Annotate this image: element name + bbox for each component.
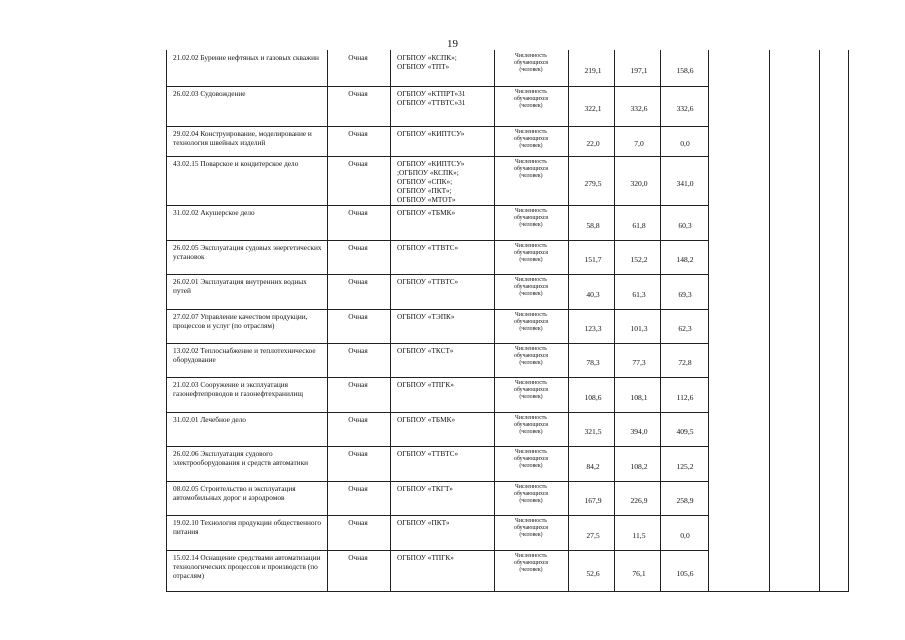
- indicator-cell: Численность обучающихся (человек): [514, 380, 548, 400]
- value-col-3: 72,8: [678, 358, 692, 367]
- value-col-1: 22,0: [586, 139, 600, 148]
- specialty-cell: 13.02.02 Теплоснабжение и теплотехническое оборудование: [173, 346, 316, 364]
- row-divider: [167, 515, 708, 516]
- education-form-cell: Очная: [348, 415, 368, 424]
- column-divider: [660, 50, 661, 591]
- row-divider: [167, 550, 708, 551]
- specialty-cell: 29.02.04 Конструирование, моделирование и технология швейных изделий: [173, 129, 312, 147]
- education-form-cell: Очная: [348, 129, 368, 138]
- value-col-3: 341,0: [676, 179, 694, 188]
- value-col-3: 258,9: [676, 496, 694, 505]
- value-col-1: 279,5: [584, 179, 602, 188]
- organization-cell: ОГБПОУ «ТПГК»: [397, 553, 454, 562]
- specialty-cell: 26.02.03 Судовождение: [173, 89, 246, 98]
- value-col-3: 125,2: [676, 462, 694, 471]
- education-form-cell: Очная: [348, 89, 368, 98]
- value-col-1: 84,2: [586, 462, 600, 471]
- row-divider: [167, 126, 708, 127]
- value-col-2: 101,3: [630, 324, 648, 333]
- indicator-cell: Численность обучающихся (человек): [514, 449, 548, 469]
- column-divider: [494, 50, 495, 591]
- row-divider: [167, 446, 708, 447]
- data-table: [166, 50, 849, 592]
- value-col-1: 27,5: [586, 531, 600, 540]
- organization-cell: ОГБПОУ «КИПТСУ» ;ОГБПОУ «КСПК»; ОГБПОУ «СПК»; ОГБПОУ «ПКТ»; ОГБПОУ «МТОТ»: [397, 159, 465, 204]
- education-form-cell: Очная: [348, 346, 368, 355]
- value-col-2: 11,5: [632, 531, 646, 540]
- row-divider: [167, 481, 708, 482]
- education-form-cell: Очная: [348, 518, 368, 527]
- value-col-1: 151,7: [584, 255, 602, 264]
- column-divider: [390, 50, 391, 591]
- row-divider: [167, 205, 708, 206]
- organization-cell: ОГБПОУ «ТПГК»: [397, 380, 454, 389]
- value-col-3: 0,0: [680, 531, 690, 540]
- education-form-cell: Очная: [348, 53, 368, 62]
- specialty-cell: 21.02.02 Бурение нефтяных и газовых скважин: [173, 53, 319, 62]
- indicator-cell: Численность обучающихся (человек): [514, 518, 548, 538]
- value-col-1: 123,3: [584, 324, 602, 333]
- value-col-1: 167,9: [584, 496, 602, 505]
- indicator-cell: Численность обучающихся (человек): [514, 277, 548, 297]
- organization-cell: ОГБПОУ «ТКГТ»: [397, 484, 453, 493]
- organization-cell: ОГБПОУ «КИПТСУ»: [397, 129, 465, 138]
- organization-cell: ОГБПОУ «ТТВТС»: [397, 277, 459, 286]
- value-col-1: 40,3: [586, 290, 600, 299]
- value-col-2: 197,1: [630, 66, 648, 75]
- value-col-3: 60,3: [678, 221, 692, 230]
- education-form-cell: Очная: [348, 208, 368, 217]
- row-divider: [167, 156, 708, 157]
- organization-cell: ОГБПОУ «ТТВТС»: [397, 243, 459, 252]
- education-form-cell: Очная: [348, 449, 368, 458]
- value-col-3: 409,5: [676, 427, 694, 436]
- indicator-cell: Численность обучающихся (человек): [514, 484, 548, 504]
- value-col-3: 332,6: [676, 104, 694, 113]
- specialty-cell: 19.02.10 Технология продукции общественного питания: [173, 518, 321, 536]
- value-col-2: 108,2: [630, 462, 648, 471]
- row-divider: [167, 377, 708, 378]
- value-col-2: 226,9: [630, 496, 648, 505]
- organization-cell: ОГБПОУ «ТЭПК»: [397, 312, 455, 321]
- row-divider: [167, 240, 708, 241]
- value-col-1: 108,6: [584, 393, 602, 402]
- indicator-cell: Численность обучающихся (человек): [514, 415, 548, 435]
- indicator-cell: Численность обучающихся (человек): [514, 208, 548, 228]
- organization-cell: ОГБПОУ «ТБМК»: [397, 208, 456, 217]
- specialty-cell: 08.02.05 Строительство и эксплуатация автомобильных дорог и аэродромов: [173, 484, 296, 502]
- value-col-3: 69,3: [678, 290, 692, 299]
- organization-cell: ОГБПОУ «КСПК»; ОГБПОУ «ТПТ»: [397, 53, 457, 71]
- organization-cell: ОГБПОУ «ПКТ»: [397, 518, 450, 527]
- row-divider: [167, 86, 708, 87]
- page-number: 19: [447, 38, 458, 50]
- value-col-3: 105,6: [676, 569, 694, 578]
- specialty-cell: 26.02.05 Эксплуатация судовых энергетических установок: [173, 243, 322, 261]
- value-col-2: 61,8: [632, 221, 646, 230]
- indicator-cell: Численность обучающихся (человек): [514, 159, 548, 179]
- value-col-2: 394,0: [630, 427, 648, 436]
- education-form-cell: Очная: [348, 484, 368, 493]
- value-col-3: 62,3: [678, 324, 692, 333]
- education-form-cell: Очная: [348, 243, 368, 252]
- value-col-1: 58,8: [586, 221, 600, 230]
- specialty-cell: 26.02.01 Эксплуатация внутренних водных путей: [173, 277, 307, 295]
- organization-cell: ОГБПОУ «КТПРТ»31 ОГБПОУ «ТТВТС»31: [397, 89, 466, 107]
- value-col-2: 77,3: [632, 358, 646, 367]
- education-form-cell: Очная: [348, 553, 368, 562]
- column-divider: [614, 50, 615, 591]
- value-col-2: 61,3: [632, 290, 646, 299]
- column-divider: [769, 50, 770, 591]
- value-col-1: 321,5: [584, 427, 602, 436]
- indicator-cell: Численность обучающихся (человек): [514, 312, 548, 332]
- value-col-3: 148,2: [676, 255, 694, 264]
- value-col-2: 7,0: [634, 139, 644, 148]
- row-divider: [167, 274, 708, 275]
- value-col-1: 322,1: [584, 104, 602, 113]
- specialty-cell: 27.02.07 Управление качеством продукции, процессов и услуг (по отраслям): [173, 312, 308, 330]
- specialty-cell: 26.02.06 Эксплуатация судового электрооборудования и средств автоматики: [173, 449, 309, 467]
- value-col-3: 112,6: [676, 393, 694, 402]
- education-form-cell: Очная: [348, 380, 368, 389]
- value-col-2: 152,2: [630, 255, 648, 264]
- specialty-cell: 31.02.01 Лечебное дело: [173, 415, 246, 424]
- value-col-2: 332,6: [630, 104, 648, 113]
- indicator-cell: Численность обучающихся (человек): [514, 53, 548, 73]
- organization-cell: ОГБПОУ «ТТВТС»: [397, 449, 459, 458]
- value-col-2: 108,1: [630, 393, 648, 402]
- specialty-cell: 43.02.15 Поварское и кондитерское дело: [173, 159, 299, 168]
- specialty-cell: 15.02.14 Оснащение средствами автоматизации технологических процессов и производств (по отраслям): [173, 553, 321, 580]
- organization-cell: ОГБПОУ «ТБМК»: [397, 415, 456, 424]
- column-divider: [819, 50, 820, 591]
- value-col-3: 0,0: [680, 139, 690, 148]
- value-col-3: 158,6: [676, 66, 694, 75]
- organization-cell: ОГБПОУ «ТКСТ»: [397, 346, 454, 355]
- education-form-cell: Очная: [348, 312, 368, 321]
- value-col-2: 320,0: [630, 179, 648, 188]
- education-form-cell: Очная: [348, 159, 368, 168]
- indicator-cell: Численность обучающихся (человек): [514, 243, 548, 263]
- column-divider: [568, 50, 569, 591]
- specialty-cell: 31.02.02 Акушерское дело: [173, 208, 255, 217]
- indicator-cell: Численность обучающихся (человек): [514, 346, 548, 366]
- indicator-cell: Численность обучающихся (человек): [514, 553, 548, 573]
- value-col-1: 78,3: [586, 358, 600, 367]
- column-divider: [708, 50, 709, 591]
- value-col-1: 52,6: [586, 569, 600, 578]
- indicator-cell: Численность обучающихся (человек): [514, 129, 548, 149]
- row-divider: [167, 343, 708, 344]
- indicator-cell: Численность обучающихся (человек): [514, 89, 548, 109]
- row-divider: [167, 412, 708, 413]
- value-col-1: 219,1: [584, 66, 602, 75]
- specialty-cell: 21.02.03 Сооружение и эксплуатация газонефтепроводов и газонефтехранилищ: [173, 380, 304, 398]
- column-divider: [327, 50, 328, 591]
- value-col-2: 76,1: [632, 569, 646, 578]
- row-divider: [167, 309, 708, 310]
- education-form-cell: Очная: [348, 277, 368, 286]
